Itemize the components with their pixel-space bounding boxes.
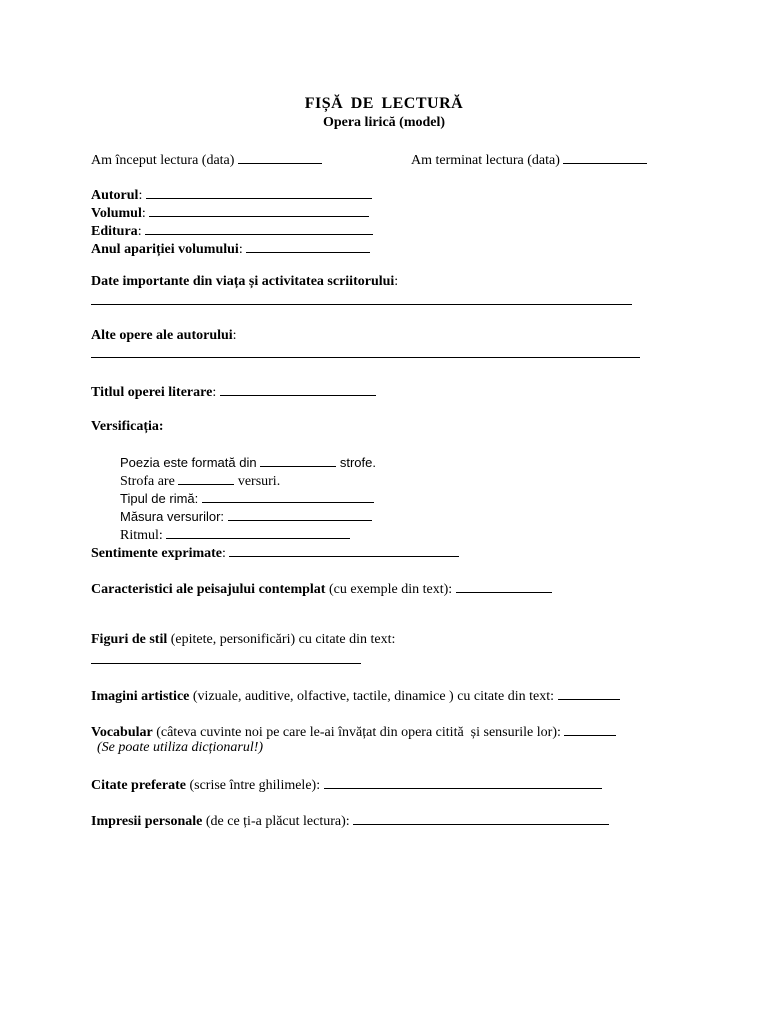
images-field[interactable] — [558, 685, 620, 700]
end-date-label: Am terminat lectura (data) — [411, 153, 560, 168]
verses-prefix: Strofa are — [120, 474, 175, 489]
start-date-field[interactable] — [238, 149, 322, 164]
figures-field[interactable] — [91, 663, 361, 664]
publisher-label: Editura — [91, 224, 138, 239]
biography-row: Date importante din viața și activitatea scriitorului: — [91, 274, 399, 289]
quotes-row — [91, 774, 602, 795]
biography-label: Date importante din viața și activitatea scriitorului — [91, 274, 395, 289]
figures-label-bold: Figuri de stil — [91, 632, 168, 647]
measure-row — [120, 506, 372, 526]
landscape-label-bold: Caracteristici ale peisajului contemplat — [91, 582, 326, 597]
page-title: FIȘĂ DE LECTURĂ — [304, 95, 464, 112]
vocabulary-field[interactable] — [564, 721, 616, 736]
rhyme-row — [120, 488, 374, 508]
vocabulary-label-rest: (câteva cuvinte noi pe care le-ai învățat din opera citită și sensurile lor): — [156, 725, 561, 740]
author-label: Autorul — [91, 188, 139, 203]
impressions-row — [91, 810, 609, 831]
work-title-row: Titlul operei literare: — [91, 381, 376, 402]
author-field[interactable] — [146, 184, 372, 199]
volume-row: Volumul: — [91, 202, 369, 223]
verses-field[interactable] — [178, 470, 234, 485]
work-title-field[interactable] — [220, 381, 376, 396]
year-label: Anul apariției volumului — [91, 242, 239, 257]
stanzas-field[interactable] — [260, 452, 336, 467]
figures-label-rest: (epitete, personificări) cu citate din text: — [170, 632, 396, 647]
images-row — [91, 685, 620, 706]
rhythm-field[interactable] — [166, 524, 350, 539]
author-row: Autorul: — [91, 184, 372, 205]
stanzas-suffix: strofe. — [339, 455, 376, 470]
end-date-field[interactable] — [563, 149, 647, 164]
impressions-label-bold: Impresii personale — [91, 814, 203, 829]
landscape-field[interactable] — [456, 578, 552, 593]
quotes-label-bold: Citate preferate — [91, 778, 186, 793]
quotes-field[interactable] — [324, 774, 602, 789]
rhyme-field[interactable] — [202, 488, 374, 503]
year-row: Anul apariției volumului: — [91, 238, 370, 259]
other-works-label: Alte opere ale autorului — [91, 328, 233, 343]
impressions-label-rest: (de ce ți-a plăcut lectura): — [205, 814, 350, 829]
publisher-row: Editura: — [91, 220, 373, 241]
measure-field[interactable] — [228, 506, 372, 521]
vocabulary-note: (Se poate utiliza dicționarul!) — [97, 740, 264, 755]
feelings-row: Sentimente exprimate: — [91, 542, 459, 563]
versification-heading: Versificația: — [91, 419, 164, 434]
feelings-label: Sentimente exprimate — [91, 546, 223, 561]
images-label-rest: (vizuale, auditive, olfactive, tactile, dinamice ) cu citate din text: — [192, 689, 554, 704]
page-subtitle: Opera lirică (model) — [322, 115, 446, 130]
verses-suffix: versuri. — [237, 474, 281, 489]
year-field[interactable] — [246, 238, 370, 253]
impressions-field[interactable] — [353, 810, 609, 825]
feelings-field[interactable] — [229, 542, 459, 557]
work-title-label: Titlul operei literare — [91, 385, 213, 400]
images-label-bold: Imagini artistice — [91, 689, 190, 704]
other-works-row: Alte opere ale autorului: — [91, 328, 237, 343]
biography-field[interactable] — [91, 304, 632, 305]
stanzas-prefix: Poezia este formată din — [120, 455, 257, 470]
volume-field[interactable] — [149, 202, 369, 217]
rhyme-label: Tipul de rimă: — [120, 491, 199, 506]
landscape-label-rest: (cu exemple din text): — [328, 582, 453, 597]
landscape-row — [91, 578, 552, 599]
vocabulary-label-bold: Vocabular — [91, 725, 153, 740]
figures-row — [91, 631, 395, 649]
end-date-row — [411, 149, 647, 170]
start-date-row — [91, 149, 322, 170]
rhythm-label: Ritmul: — [120, 528, 163, 543]
stanzas-row — [120, 452, 376, 472]
other-works-field[interactable] — [91, 357, 640, 358]
start-date-label: Am început lectura (data) — [91, 153, 235, 168]
measure-label: Măsura versurilor: — [120, 509, 225, 524]
quotes-label-rest: (scrise între ghilimele): — [189, 778, 321, 793]
publisher-field[interactable] — [145, 220, 373, 235]
volume-label: Volumul — [91, 206, 142, 221]
